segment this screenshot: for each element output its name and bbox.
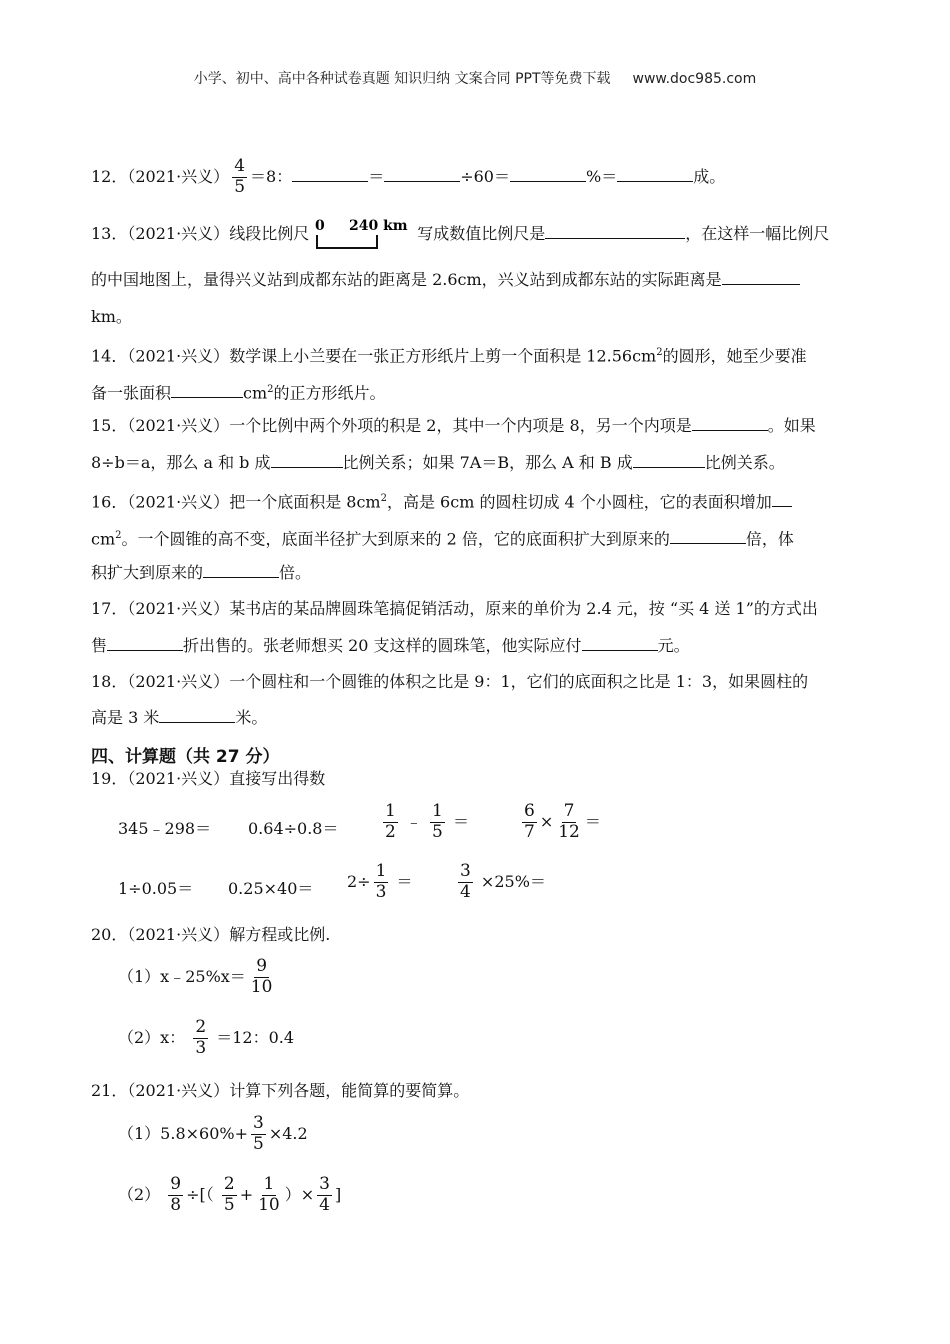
text-span: 把一个底面积是 8cm xyxy=(229,492,381,512)
text-span: 元。 xyxy=(657,636,690,655)
text-span: ×25%＝ xyxy=(480,871,546,891)
text-span: ] xyxy=(334,1184,342,1204)
text-span: 高是 3 米 xyxy=(91,708,160,727)
answer-blank[interactable] xyxy=(292,167,368,182)
text-span: ×4.2 xyxy=(268,1123,308,1143)
text-span: ＝ xyxy=(396,871,413,891)
question-13-line3 xyxy=(91,307,132,327)
question-14 xyxy=(91,343,807,366)
text-span: 2 xyxy=(223,1174,235,1194)
text-span: ，高是 6cm 的圆柱切成 4 个小圆柱，它的表面积增加 xyxy=(386,492,772,512)
expr-7 xyxy=(347,863,413,902)
answer-blank[interactable] xyxy=(545,224,685,239)
text-span: 3 xyxy=(195,1037,207,1058)
text-span: 2 xyxy=(115,530,122,541)
scale-bar-line xyxy=(317,235,377,248)
text-span: %＝ xyxy=(586,166,618,186)
scale-label: 240 km xyxy=(349,219,408,234)
text-span: 19． xyxy=(91,769,128,788)
text-span: 3 xyxy=(460,861,471,881)
question-18-line2 xyxy=(91,708,267,728)
text-span: 米。 xyxy=(235,708,268,727)
question-16-line3 xyxy=(91,563,311,583)
text-span: 一个比例中两个外项的积是 2，其中一个内项是 8，另一个内项是 xyxy=(229,416,692,435)
text-span: （2021·兴义） xyxy=(127,492,230,512)
text-span: （2021·兴义） xyxy=(127,925,230,944)
expr-8 xyxy=(455,863,546,902)
text-span: 比例关系；如果 7A＝B，那么 A 和 B 成 xyxy=(342,453,633,472)
text-span: ＝12：0.4 xyxy=(216,1027,295,1047)
text-span: 5 xyxy=(432,821,443,842)
text-span: （2021·兴义） xyxy=(127,769,230,788)
question-16-line2 xyxy=(91,526,794,549)
scale-bar-figure xyxy=(313,219,413,256)
text-span: 10 xyxy=(258,1194,280,1215)
text-span: 1 xyxy=(432,801,443,821)
section-heading: 四、计算题（共 27 分） xyxy=(91,747,280,767)
question-20 xyxy=(91,925,330,945)
text-span: 1 xyxy=(263,1174,275,1194)
text-span: 写成数值比例尺是 xyxy=(417,224,546,243)
text-span: 的正方形纸片。 xyxy=(273,383,386,403)
expr-6: 0.25×40＝ xyxy=(228,879,314,898)
text-span: 备一张面积 xyxy=(91,383,172,403)
expr-1: 345﹣298＝ xyxy=(118,819,212,838)
text-span: 倍，体 xyxy=(745,529,794,549)
text-span: 3 xyxy=(375,881,387,902)
question-17-line2 xyxy=(91,636,690,656)
question-21 xyxy=(91,1081,469,1101)
text-span: （2021·兴义） xyxy=(127,416,230,435)
question-14-line2 xyxy=(91,380,386,403)
text-span: 线段比例尺 xyxy=(229,224,310,243)
text-span: 计算下列各题，能简算的要简算。 xyxy=(229,1081,470,1100)
question-16 xyxy=(91,489,792,512)
answer-blank[interactable] xyxy=(510,167,586,182)
text-span: 15． xyxy=(91,416,128,435)
text-span: 解方程或比例. xyxy=(229,925,331,944)
question-13 xyxy=(91,219,829,256)
text-span: ÷60＝ xyxy=(460,166,510,186)
text-span: 折出售的。张老师想买 20 支这样的圆珠笔，他实际应付 xyxy=(183,636,582,655)
answer-blank[interactable] xyxy=(722,270,800,285)
text-span: km。 xyxy=(91,307,132,326)
text-span: 的中国地图上，量得兴义站到成都东站的距离是 2.6cm，兴义站到成都东站的实际距离是 xyxy=(91,270,722,289)
text-span: 20． xyxy=(91,925,128,944)
text-span: 直接写出得数 xyxy=(229,769,326,788)
text-span: 比例关系。 xyxy=(704,453,785,472)
text-span: 9 xyxy=(170,1174,182,1194)
text-span: 16． xyxy=(91,492,128,512)
answer-blank[interactable] xyxy=(617,167,693,182)
text-span: 。一个圆锥的高不变，底面半径扩大到原来的 2 倍，它的底面积扩大到原来的 xyxy=(121,529,670,549)
text-span: （2） xyxy=(118,1184,161,1204)
question-17 xyxy=(91,599,818,619)
text-span: 7 xyxy=(563,801,575,821)
text-span: 5 xyxy=(234,176,246,197)
answer-blank[interactable] xyxy=(271,453,343,468)
text-span: （1）5.8×60%+ xyxy=(118,1123,249,1143)
text-span: cm xyxy=(91,529,116,549)
answer-blank[interactable] xyxy=(384,167,460,182)
question-13-line2 xyxy=(91,270,800,290)
text-span: 17． xyxy=(91,599,128,618)
fraction xyxy=(232,158,247,197)
header-site: www.doc985.com xyxy=(632,71,757,87)
text-span: 8 xyxy=(170,1194,182,1215)
text-span: 5 xyxy=(253,1133,264,1154)
header-text: 小学、初中、高中各种试卷真题 知识归纳 文案合同 PPT等免费下载 xyxy=(193,71,611,87)
text-span: 13． xyxy=(91,224,128,243)
text-span: 倍。 xyxy=(279,563,312,582)
question-12 xyxy=(91,158,725,197)
text-span: 2 xyxy=(195,1017,207,1037)
text-span: （2）x： xyxy=(118,1027,186,1047)
text-span: 21． xyxy=(91,1081,128,1100)
text-span: 7 xyxy=(524,821,535,842)
answer-blank[interactable] xyxy=(772,492,792,507)
text-span: 。如果 xyxy=(767,416,816,435)
text-span: （2021·兴义） xyxy=(127,672,230,691)
text-span: cm xyxy=(243,383,268,403)
answer-blank[interactable] xyxy=(159,708,235,723)
text-span: （2021·兴义） xyxy=(127,224,230,243)
expr-4 xyxy=(519,803,601,842)
equation-2 xyxy=(118,1019,294,1058)
text-span: 1 xyxy=(375,861,387,881)
text-span: 2 xyxy=(385,821,396,842)
equation-1 xyxy=(118,958,277,997)
text-span: ＝ xyxy=(368,166,385,186)
text-span: （2021·兴义） xyxy=(127,599,230,618)
text-span: 1 xyxy=(385,801,396,821)
answer-blank[interactable] xyxy=(107,636,183,651)
text-span: ＝ xyxy=(584,811,601,831)
text-span: ＝ xyxy=(452,811,469,831)
text-span: ﹣ xyxy=(405,811,422,831)
text-span: 3 xyxy=(319,1174,330,1194)
text-span: （1）x﹣25%x＝ xyxy=(118,966,246,986)
text-span: ）× xyxy=(284,1184,315,1204)
text-span: 2÷ xyxy=(347,871,371,891)
text-span: 某书店的某品牌圆珠笔搞促销活动，原来的单价为 2.4 元，按 “买 4 送 1”的方式出 xyxy=(229,599,818,618)
text-span: 9 xyxy=(256,956,268,976)
question-18 xyxy=(91,672,808,692)
text-span: ÷[（ xyxy=(186,1184,214,1204)
expr-2: 0.64÷0.8＝ xyxy=(248,819,339,838)
calc-2 xyxy=(118,1176,341,1215)
text-span: × xyxy=(539,811,554,831)
question-15 xyxy=(91,416,816,436)
scale-zero: 0 xyxy=(315,219,325,234)
page-header xyxy=(0,68,950,88)
text-span: 5 xyxy=(223,1194,235,1215)
text-span: 4 xyxy=(319,1194,330,1215)
answer-blank[interactable] xyxy=(633,453,705,468)
text-span: 积扩大到原来的 xyxy=(91,563,204,582)
text-span: 4 xyxy=(460,881,471,902)
text-span: 售 xyxy=(91,636,108,655)
text-span: 2 xyxy=(267,384,274,395)
text-span: 18． xyxy=(91,672,128,691)
text-span: 2 xyxy=(380,493,387,504)
answer-blank[interactable] xyxy=(692,416,768,431)
text-span: 14． xyxy=(91,346,128,366)
text-span: 6 xyxy=(524,801,535,821)
answer-blank[interactable] xyxy=(670,529,746,544)
text-span: 12 xyxy=(558,821,580,842)
text-span: （2021·兴义） xyxy=(127,1081,230,1100)
text-span: 8÷b＝a，那么 a 和 b 成 xyxy=(91,453,271,472)
text-span: 2 xyxy=(656,347,663,358)
text-span: 10 xyxy=(250,976,273,997)
expr-3 xyxy=(380,803,469,842)
text-span: 的圆形，她至少要准 xyxy=(662,346,807,366)
question-19 xyxy=(91,769,325,789)
text-span: 4 xyxy=(234,156,246,176)
text-span: 一个圆柱和一个圆锥的体积之比是 9：1，它们的底面积之比是 1：3，如果圆柱的 xyxy=(229,672,809,691)
text-span: ＝8： xyxy=(250,166,293,186)
expr-5: 1÷0.05＝ xyxy=(118,879,194,898)
q-source: （2021·兴义） xyxy=(127,166,230,186)
text-span: 成。 xyxy=(693,166,726,186)
question-15-line2 xyxy=(91,453,785,473)
text-span: 数学课上小兰要在一张正方形纸片上剪一个面积是 12.56cm xyxy=(229,346,657,366)
answer-blank[interactable] xyxy=(171,383,243,398)
text-span: + xyxy=(239,1184,254,1204)
answer-blank[interactable] xyxy=(203,563,279,578)
text-span: （2021·兴义） xyxy=(127,346,230,366)
calc-1 xyxy=(118,1115,308,1154)
text-span: 3 xyxy=(253,1113,264,1133)
q-number: 12． xyxy=(91,166,128,186)
answer-blank[interactable] xyxy=(582,636,658,651)
text-span: ，在这样一幅比例尺 xyxy=(685,224,830,243)
